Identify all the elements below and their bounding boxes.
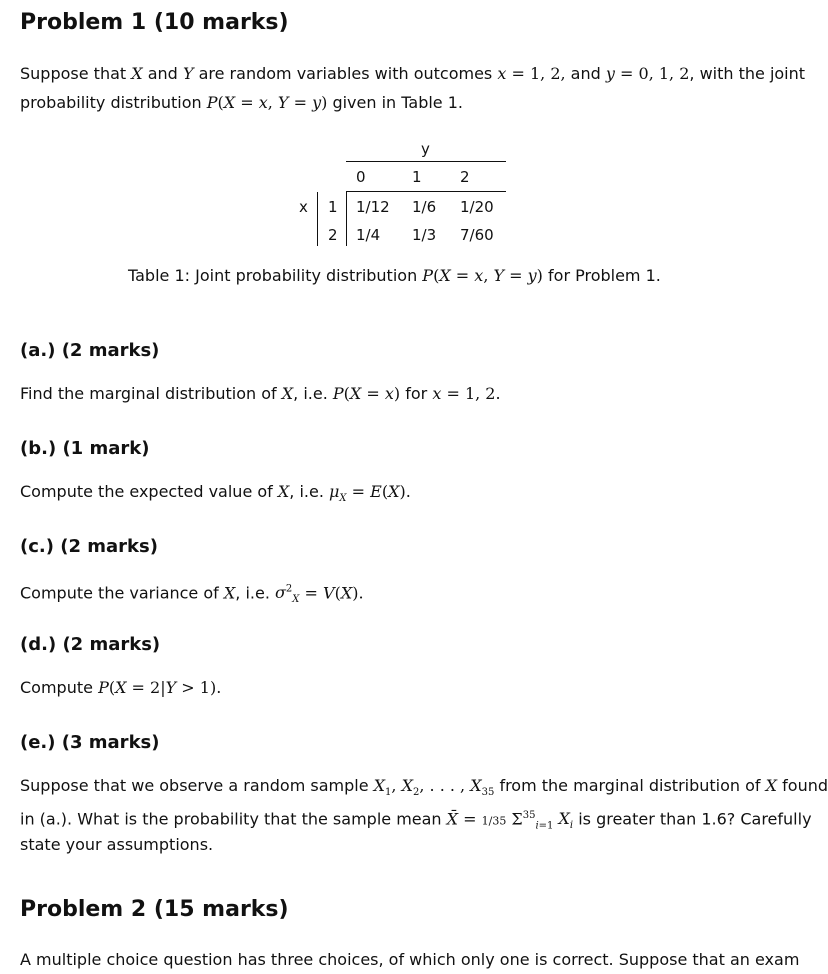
table-left-rule (317, 192, 318, 246)
table-col-header: 0 (356, 168, 366, 186)
part-e-text-line-1: Suppose that we observe a random sample $X_1$, $X_2$, . . . , $X_{35}$ from the marginal distribution of X found (20, 776, 828, 799)
table-cell: 7/60 (460, 226, 494, 244)
part-c-title: (c.) (2 marks) (20, 536, 158, 557)
table-row-label: 2 (328, 226, 338, 244)
table-row-var: x (299, 198, 308, 216)
part-d-title: (d.) (2 marks) (20, 634, 161, 655)
problem-1-intro-line-2: probability distribution P(X = x, Y = y) given in Table 1. (20, 93, 463, 112)
part-b-text: Compute the expected value of X, i.e. $\mu_X = E(X)$. (20, 482, 411, 505)
part-a-text: Find the marginal distribution of X, i.e. P(X = x) for x = 1, 2. (20, 384, 501, 403)
table-cell: 1/20 (460, 198, 494, 216)
table-col-var: y (421, 140, 430, 158)
table-row-label: 1 (328, 198, 338, 216)
table-col-header: 1 (412, 168, 422, 186)
part-a-title: (a.) (2 marks) (20, 340, 160, 361)
table-header-rule (346, 191, 506, 192)
part-e-title: (e.) (3 marks) (20, 732, 160, 753)
table-cell: 1/12 (356, 198, 390, 216)
problem-2-intro: A multiple choice question has three choices, of which only one is correct. Suppose that an exam (20, 950, 800, 969)
table-col-header: 2 (460, 168, 470, 186)
table-cell: 1/4 (356, 226, 381, 244)
table-caption: Table 1: Joint probability distribution P(X = x, Y = y) for Problem 1. (128, 266, 661, 285)
table-top-rule (346, 161, 506, 162)
part-e-text-line-2: in (a.). What is the probability that the sample mean X̄ = 1/35 $\Sigma^{35}_{i=1}$ $X_i$ is greater than 1.6? Carefully (20, 809, 812, 832)
part-b-title: (b.) (1 mark) (20, 438, 150, 459)
part-c-text: Compute the variance of X, i.e. $\sigma^2_X = V(X)$. (20, 583, 364, 606)
problem-2-title: Problem 2 (15 marks) (20, 897, 289, 922)
table-cell: 1/3 (412, 226, 437, 244)
part-d-text: Compute P(X = 2|Y > 1). (20, 678, 222, 697)
part-e-text-line-3: state your assumptions. (20, 835, 214, 854)
problem-1-intro-line-1: Suppose that X and Y are random variables with outcomes x = 1, 2, and y = 0, 1, 2, with the joint (20, 64, 806, 83)
problem-1-title: Problem 1 (10 marks) (20, 10, 289, 35)
table-cell: 1/6 (412, 198, 437, 216)
table-inner-rule (346, 192, 347, 246)
